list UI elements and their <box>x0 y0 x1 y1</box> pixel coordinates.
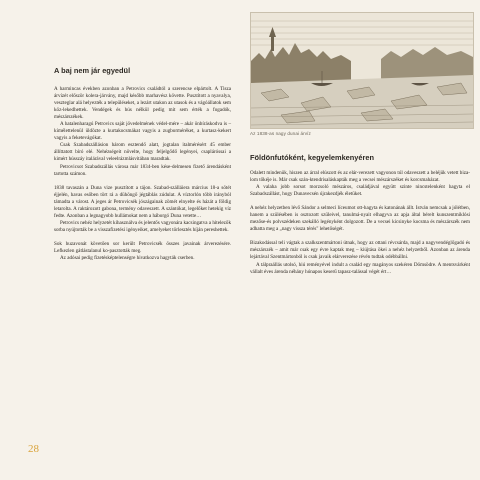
paragraph: A tálpraállás utolsó, hiú reményével indult a család egy magányos szekéren Dömsödre. A mentsvárként vállalt éves árenda néhány hónapos keserű tapasz-talással végét ért… <box>250 261 470 275</box>
right-column-text <box>250 170 470 276</box>
paragraph: Odalett mindenük, hiszen az árral elúszott és az elár-verezett vagyonon túl odaveszett a beléjük vetett biza-lom tőkéje is. Már csak szán-ktendrisaláskapták meg a vecsei mészárszéket és korcsmaházat. <box>250 170 470 184</box>
paragraph: Az adósai pedig fizetésképtelenségre hivatkozva hagyták cserben. <box>60 255 195 262</box>
paragraph: A valaha jobb sorsot morzsoló mészáros, családjával együtt szinte nincstelenként hagyta el Szabadszállást, hogy Dunavecsén újrakezdjék életüket. <box>250 184 470 198</box>
flood-engraving-drawing <box>251 13 473 128</box>
paragraph: Csak Szabadszállásion három esztendő alatt, jogtalan italmérésért 45 ember állíttatott bíró elé. Nehézségeit növelte, hogy feljelgődő legényei, csapláróssai a kimért hússzáy italárával veleelrázmlásvitában maradtak. <box>54 142 231 163</box>
left-column-text <box>54 86 231 262</box>
flood-engraving-image <box>250 12 474 129</box>
paragraph: A harmincas években azonban a Petrovics családtól a szerencse elpártolt. A Tisza árvízét először kolera-járvány, majd később marhavész követte. Pusztított a nyavalya, veszteglar alá helyezték a településeket, a lezárt utakon az utasok és a vágóállatok sem köz-lekedhettek. Vendégek és hús nélkül pedig mit sem érték a fogadók, mészárszékek. <box>54 86 231 121</box>
paragraph: Petrovics nehéz helyzetét kihasználva és jelentős vagyonára kacsingatva a hitelezők sorba nyújtották be a visszafizetési igényeiket, amelyeket törlesztés híján pereshettek. <box>54 219 231 233</box>
paragraph: Sok huzavonát követően sor került Petrovicsék összes javainak árverezésére. Lefkezlen gátlástalanul ko-pasztották meg. <box>54 240 231 254</box>
page-number: 28 <box>28 443 39 455</box>
paragraph: A nehéz helyzetben lévő Sándor a selmeci líceumot ott-hagyta és katonának állt. István nemcsak a jólétben, hanem a szülésében is osztozott szüleivel, tanulmá-nyait elhagyva az apja által bérelt kunszentmiklósi mezőse-és polvszédeken szekálló legényként dolgozott. De a vecsei kicsinyke kocsma és mészárszék nem adhatta meg a „nagy vissza térés" lehetőségét. <box>250 205 470 233</box>
section-heading-right: Földönfutóként, kegyelemkenyéren <box>250 153 375 162</box>
paragraph: Bizakodással teli vágtak a szalkszentmártoni útnak, hogy az ottani révcsárda, majd a nagyvendéglőgadó és mészárszék – amit már csak egy évre kaptak meg – kiújtása ökei a nehéz helyzetből. Azonban az árenda lejártával Szentmártonból is csak javaik elárverezése révén tudtak odébbállni. <box>250 240 470 261</box>
section-heading-left: A baj nem jár egyedül <box>54 66 131 75</box>
image-caption: Az 1838-as nagy dunai árvíz <box>250 131 311 136</box>
paragraph: Petrovicsot Szabadszállás városa már 1834-ben kése-delmesen fizető árendásként tartotta számon. <box>54 163 231 177</box>
paragraph: A hatalenharagú Petrovics saját jövedelmének védel-mére – akár önbíráskodva is – kímélettelenül üldözte a kurtakocsmákat vagyis a zugborméréket, a kurtasz-kekert vagyis a feketevágókat. <box>54 121 231 142</box>
paragraph: 1838 tavaszán a Duna vize pusztított a tájon. Szabad-szálláiera március 18-a sötét éjjelén, havas esőben tört rá a dühöngő jégtáblás zúdulat. A víztorlón több irányból támadta a várost. A jeges ár Petrovicsék jószágainak zömét elnyelte és házát a földig letarolta. A raktározott gabona, termény odaveszett. A szántókat, legelőket hetekig víz fedte. Azonban a legnagyobb hullámokat nem a háborgó Duna vetette… <box>54 184 231 219</box>
